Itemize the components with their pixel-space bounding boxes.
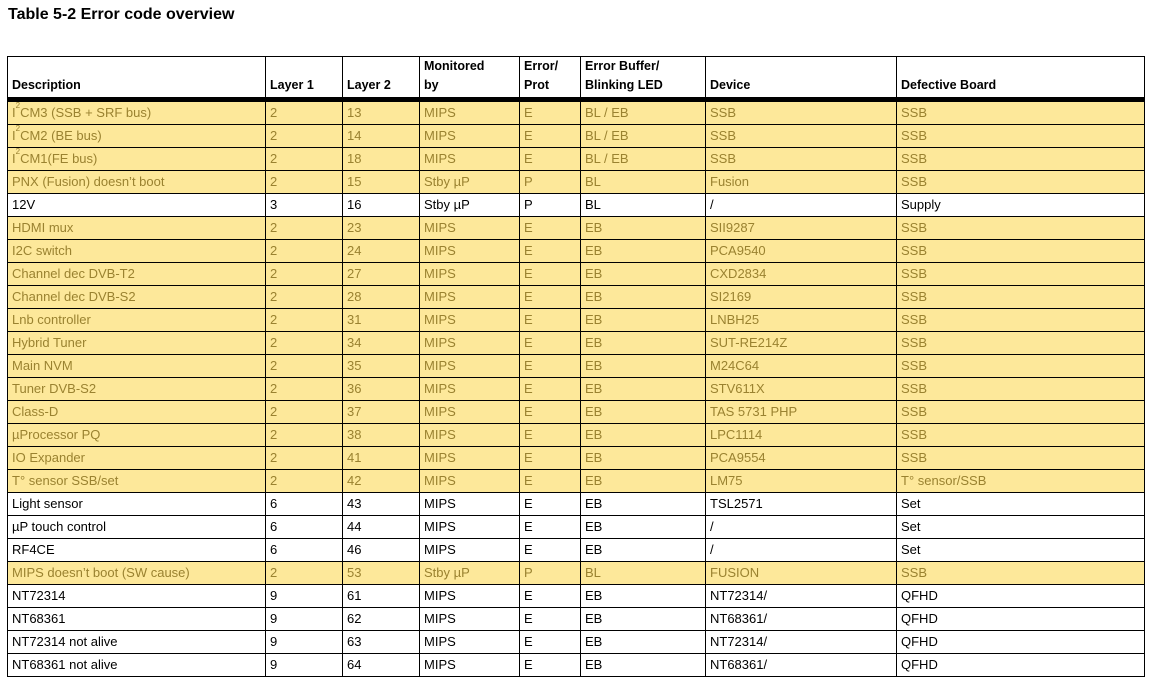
cell-description bbox=[8, 309, 266, 332]
cell-layer-2: 53 bbox=[343, 562, 420, 585]
cell-device: LNBH25 bbox=[706, 309, 897, 332]
cell-error-prot: P bbox=[520, 194, 581, 217]
column-header-error-prot bbox=[520, 57, 581, 100]
cell-error-buffer: EB bbox=[581, 355, 706, 378]
cell-layer-2: 43 bbox=[343, 493, 420, 516]
cell-defective-board: SSB bbox=[897, 332, 1145, 355]
cell-monitored-by: MIPS bbox=[420, 470, 520, 493]
cell-description bbox=[8, 401, 266, 424]
cell-defective-board: SSB bbox=[897, 263, 1145, 286]
cell-layer-1: 9 bbox=[266, 585, 343, 608]
description-text: MIPS doesn’t boot (SW cause) bbox=[12, 565, 190, 580]
cell-device: STV611X bbox=[706, 378, 897, 401]
table-row bbox=[8, 470, 1145, 493]
cell-error-prot: E bbox=[520, 608, 581, 631]
cell-layer-2: 42 bbox=[343, 470, 420, 493]
cell-description bbox=[8, 539, 266, 562]
description-text: I2C switch bbox=[12, 243, 72, 258]
cell-layer-2: 36 bbox=[343, 378, 420, 401]
cell-error-prot: P bbox=[520, 562, 581, 585]
cell-monitored-by: MIPS bbox=[420, 654, 520, 677]
cell-layer-1: 2 bbox=[266, 309, 343, 332]
description-text: I bbox=[12, 128, 16, 143]
description-text: I bbox=[12, 105, 16, 120]
cell-layer-1: 6 bbox=[266, 493, 343, 516]
cell-description bbox=[8, 240, 266, 263]
cell-layer-1: 2 bbox=[266, 171, 343, 194]
cell-description bbox=[8, 100, 266, 125]
column-header-line: Blinking LED bbox=[585, 78, 663, 92]
cell-layer-1: 2 bbox=[266, 148, 343, 171]
column-header-line: Layer 2 bbox=[347, 78, 391, 92]
cell-layer-2: 28 bbox=[343, 286, 420, 309]
cell-description bbox=[8, 470, 266, 493]
cell-error-buffer: EB bbox=[581, 493, 706, 516]
table-row bbox=[8, 309, 1145, 332]
cell-defective-board: SSB bbox=[897, 378, 1145, 401]
description-text: NT68361 not alive bbox=[12, 657, 118, 672]
cell-error-buffer: EB bbox=[581, 286, 706, 309]
cell-layer-1: 9 bbox=[266, 631, 343, 654]
table-row bbox=[8, 217, 1145, 240]
description-text: Hybrid Tuner bbox=[12, 335, 87, 350]
cell-layer-1: 2 bbox=[266, 424, 343, 447]
cell-device: TSL2571 bbox=[706, 493, 897, 516]
table-row bbox=[8, 332, 1145, 355]
cell-defective-board: QFHD bbox=[897, 631, 1145, 654]
description-text: PNX (Fusion) doesn’t boot bbox=[12, 174, 165, 189]
column-header-line: Description bbox=[12, 78, 81, 92]
table-row bbox=[8, 263, 1145, 286]
cell-layer-2: 18 bbox=[343, 148, 420, 171]
table-row bbox=[8, 401, 1145, 424]
error-code-table bbox=[7, 56, 1145, 677]
cell-monitored-by: MIPS bbox=[420, 401, 520, 424]
cell-description bbox=[8, 332, 266, 355]
cell-error-buffer: BL bbox=[581, 171, 706, 194]
cell-description bbox=[8, 171, 266, 194]
cell-monitored-by: MIPS bbox=[420, 355, 520, 378]
cell-device: SSB bbox=[706, 125, 897, 148]
cell-device: LPC1114 bbox=[706, 424, 897, 447]
column-header-layer-1 bbox=[266, 57, 343, 100]
table-row bbox=[8, 516, 1145, 539]
table-row bbox=[8, 424, 1145, 447]
cell-device: NT72314/ bbox=[706, 585, 897, 608]
cell-error-buffer: EB bbox=[581, 378, 706, 401]
column-header-line: Monitored bbox=[424, 59, 485, 73]
cell-error-buffer: BL / EB bbox=[581, 148, 706, 171]
cell-monitored-by: Stby µP bbox=[420, 562, 520, 585]
cell-layer-2: 63 bbox=[343, 631, 420, 654]
cell-error-buffer: EB bbox=[581, 631, 706, 654]
cell-defective-board: Set bbox=[897, 493, 1145, 516]
cell-defective-board: SSB bbox=[897, 424, 1145, 447]
cell-error-prot: E bbox=[520, 470, 581, 493]
cell-defective-board: QFHD bbox=[897, 585, 1145, 608]
cell-device: PCA9554 bbox=[706, 447, 897, 470]
cell-monitored-by: Stby µP bbox=[420, 194, 520, 217]
column-header-error-buffer bbox=[581, 57, 706, 100]
cell-monitored-by: Stby µP bbox=[420, 171, 520, 194]
cell-monitored-by: MIPS bbox=[420, 608, 520, 631]
table-row bbox=[8, 286, 1145, 309]
cell-description bbox=[8, 263, 266, 286]
cell-description bbox=[8, 493, 266, 516]
table-row bbox=[8, 171, 1145, 194]
cell-layer-1: 2 bbox=[266, 378, 343, 401]
cell-layer-1: 2 bbox=[266, 355, 343, 378]
cell-device: SSB bbox=[706, 100, 897, 125]
cell-layer-2: 27 bbox=[343, 263, 420, 286]
cell-monitored-by: MIPS bbox=[420, 332, 520, 355]
table-row bbox=[8, 447, 1145, 470]
cell-monitored-by: MIPS bbox=[420, 539, 520, 562]
cell-error-buffer: EB bbox=[581, 608, 706, 631]
cell-monitored-by: MIPS bbox=[420, 100, 520, 125]
cell-error-buffer: EB bbox=[581, 217, 706, 240]
table-row bbox=[8, 100, 1145, 125]
cell-monitored-by: MIPS bbox=[420, 240, 520, 263]
cell-monitored-by: MIPS bbox=[420, 447, 520, 470]
cell-defective-board: SSB bbox=[897, 562, 1145, 585]
cell-device: SII9287 bbox=[706, 217, 897, 240]
cell-defective-board: QFHD bbox=[897, 608, 1145, 631]
cell-error-prot: E bbox=[520, 332, 581, 355]
cell-device: / bbox=[706, 539, 897, 562]
cell-layer-2: 64 bbox=[343, 654, 420, 677]
cell-defective-board: SSB bbox=[897, 217, 1145, 240]
cell-monitored-by: MIPS bbox=[420, 263, 520, 286]
cell-error-prot: E bbox=[520, 263, 581, 286]
cell-device: SSB bbox=[706, 148, 897, 171]
description-text-rest: CM3 (SSB + SRF bus) bbox=[20, 105, 152, 120]
description-text: Class-D bbox=[12, 404, 59, 419]
cell-defective-board: SSB bbox=[897, 286, 1145, 309]
cell-error-buffer: BL / EB bbox=[581, 125, 706, 148]
cell-monitored-by: MIPS bbox=[420, 148, 520, 171]
cell-error-buffer: EB bbox=[581, 263, 706, 286]
cell-device: / bbox=[706, 516, 897, 539]
cell-layer-2: 37 bbox=[343, 401, 420, 424]
cell-error-prot: E bbox=[520, 654, 581, 677]
cell-layer-2: 38 bbox=[343, 424, 420, 447]
cell-error-prot: E bbox=[520, 240, 581, 263]
cell-layer-2: 31 bbox=[343, 309, 420, 332]
cell-description bbox=[8, 585, 266, 608]
cell-error-prot: E bbox=[520, 148, 581, 171]
cell-layer-2: 13 bbox=[343, 100, 420, 125]
cell-error-prot: E bbox=[520, 516, 581, 539]
cell-description bbox=[8, 217, 266, 240]
cell-defective-board: SSB bbox=[897, 355, 1145, 378]
cell-monitored-by: MIPS bbox=[420, 217, 520, 240]
cell-error-buffer: EB bbox=[581, 332, 706, 355]
cell-device: LM75 bbox=[706, 470, 897, 493]
column-header-line: Defective Board bbox=[901, 78, 997, 92]
description-text: µProcessor PQ bbox=[12, 427, 101, 442]
table-row bbox=[8, 631, 1145, 654]
cell-layer-2: 15 bbox=[343, 171, 420, 194]
cell-layer-1: 2 bbox=[266, 470, 343, 493]
cell-error-prot: E bbox=[520, 424, 581, 447]
cell-error-buffer: EB bbox=[581, 240, 706, 263]
cell-monitored-by: MIPS bbox=[420, 286, 520, 309]
cell-defective-board: Set bbox=[897, 539, 1145, 562]
cell-error-buffer: EB bbox=[581, 424, 706, 447]
cell-description bbox=[8, 286, 266, 309]
table-row bbox=[8, 148, 1145, 171]
description-text: Main NVM bbox=[12, 358, 73, 373]
cell-error-prot: E bbox=[520, 125, 581, 148]
cell-device: M24C64 bbox=[706, 355, 897, 378]
cell-device: SI2169 bbox=[706, 286, 897, 309]
cell-defective-board: Supply bbox=[897, 194, 1145, 217]
description-text: HDMI mux bbox=[12, 220, 74, 235]
cell-description bbox=[8, 424, 266, 447]
cell-error-prot: P bbox=[520, 171, 581, 194]
cell-monitored-by: MIPS bbox=[420, 631, 520, 654]
cell-layer-1: 2 bbox=[266, 401, 343, 424]
cell-error-buffer: EB bbox=[581, 539, 706, 562]
cell-error-buffer: BL / EB bbox=[581, 100, 706, 125]
description-text: Channel dec DVB-T2 bbox=[12, 266, 135, 281]
column-header-line: Error/ bbox=[524, 59, 559, 73]
description-text: Channel dec DVB-S2 bbox=[12, 289, 136, 304]
cell-description bbox=[8, 654, 266, 677]
cell-monitored-by: MIPS bbox=[420, 309, 520, 332]
table-row bbox=[8, 240, 1145, 263]
cell-error-prot: E bbox=[520, 401, 581, 424]
description-text-rest: CM1(FE bus) bbox=[20, 151, 98, 166]
cell-description bbox=[8, 608, 266, 631]
cell-monitored-by: MIPS bbox=[420, 493, 520, 516]
cell-layer-1: 6 bbox=[266, 516, 343, 539]
cell-device: SUT-RE214Z bbox=[706, 332, 897, 355]
description-text: 12V bbox=[12, 197, 36, 212]
column-header-line: Error Buffer/ bbox=[585, 59, 660, 73]
table-row bbox=[8, 493, 1145, 516]
table-row bbox=[8, 585, 1145, 608]
cell-defective-board: T° sensor/SSB bbox=[897, 470, 1145, 493]
column-header-line: by bbox=[424, 78, 439, 92]
cell-layer-2: 34 bbox=[343, 332, 420, 355]
description-text-rest: CM2 (BE bus) bbox=[20, 128, 102, 143]
cell-device: NT72314/ bbox=[706, 631, 897, 654]
cell-description bbox=[8, 447, 266, 470]
cell-layer-2: 61 bbox=[343, 585, 420, 608]
table-row bbox=[8, 355, 1145, 378]
cell-description bbox=[8, 125, 266, 148]
cell-layer-1: 2 bbox=[266, 332, 343, 355]
cell-description bbox=[8, 148, 266, 171]
column-header-layer-2 bbox=[343, 57, 420, 100]
cell-description bbox=[8, 194, 266, 217]
description-text: Lnb controller bbox=[12, 312, 91, 327]
cell-error-prot: E bbox=[520, 493, 581, 516]
cell-error-buffer: EB bbox=[581, 516, 706, 539]
table-body bbox=[8, 100, 1145, 677]
column-header-defective-board bbox=[897, 57, 1145, 100]
cell-description bbox=[8, 516, 266, 539]
cell-layer-1: 3 bbox=[266, 194, 343, 217]
cell-description bbox=[8, 378, 266, 401]
cell-device: CXD2834 bbox=[706, 263, 897, 286]
cell-monitored-by: MIPS bbox=[420, 585, 520, 608]
cell-error-prot: E bbox=[520, 286, 581, 309]
cell-error-prot: E bbox=[520, 447, 581, 470]
cell-defective-board: SSB bbox=[897, 447, 1145, 470]
cell-defective-board: SSB bbox=[897, 148, 1145, 171]
cell-device: TAS 5731 PHP bbox=[706, 401, 897, 424]
cell-description bbox=[8, 355, 266, 378]
cell-layer-2: 46 bbox=[343, 539, 420, 562]
cell-layer-1: 2 bbox=[266, 286, 343, 309]
cell-error-prot: E bbox=[520, 217, 581, 240]
cell-layer-1: 2 bbox=[266, 100, 343, 125]
cell-error-buffer: EB bbox=[581, 309, 706, 332]
cell-monitored-by: MIPS bbox=[420, 125, 520, 148]
cell-defective-board: SSB bbox=[897, 240, 1145, 263]
cell-layer-2: 62 bbox=[343, 608, 420, 631]
description-text: NT72314 bbox=[12, 588, 66, 603]
cell-error-prot: E bbox=[520, 355, 581, 378]
description-text: µP touch control bbox=[12, 519, 106, 534]
table-row bbox=[8, 654, 1145, 677]
cell-layer-1: 6 bbox=[266, 539, 343, 562]
description-superscript: 2 bbox=[15, 101, 21, 110]
cell-description bbox=[8, 631, 266, 654]
column-header-monitored-by bbox=[420, 57, 520, 100]
description-superscript: 2 bbox=[15, 124, 21, 133]
description-text: T° sensor SSB/set bbox=[12, 473, 119, 488]
cell-error-prot: E bbox=[520, 585, 581, 608]
description-text: RF4CE bbox=[12, 542, 55, 557]
cell-device: Fusion bbox=[706, 171, 897, 194]
table-row bbox=[8, 562, 1145, 585]
cell-error-buffer: EB bbox=[581, 585, 706, 608]
cell-monitored-by: MIPS bbox=[420, 424, 520, 447]
cell-layer-1: 2 bbox=[266, 447, 343, 470]
table-row bbox=[8, 194, 1145, 217]
table-row bbox=[8, 539, 1145, 562]
cell-error-buffer: EB bbox=[581, 401, 706, 424]
cell-layer-1: 2 bbox=[266, 263, 343, 286]
cell-layer-2: 35 bbox=[343, 355, 420, 378]
cell-error-buffer: EB bbox=[581, 654, 706, 677]
cell-layer-2: 24 bbox=[343, 240, 420, 263]
cell-error-buffer: BL bbox=[581, 562, 706, 585]
cell-device: NT68361/ bbox=[706, 654, 897, 677]
cell-defective-board: QFHD bbox=[897, 654, 1145, 677]
cell-defective-board: SSB bbox=[897, 171, 1145, 194]
description-text: NT72314 not alive bbox=[12, 634, 118, 649]
cell-layer-1: 2 bbox=[266, 217, 343, 240]
header-row bbox=[8, 57, 1145, 100]
cell-layer-2: 23 bbox=[343, 217, 420, 240]
cell-monitored-by: MIPS bbox=[420, 516, 520, 539]
cell-device: PCA9540 bbox=[706, 240, 897, 263]
table-row bbox=[8, 608, 1145, 631]
cell-error-buffer: EB bbox=[581, 447, 706, 470]
description-superscript: 2 bbox=[15, 147, 21, 156]
description-text: Light sensor bbox=[12, 496, 83, 511]
cell-device: FUSION bbox=[706, 562, 897, 585]
cell-error-buffer: BL bbox=[581, 194, 706, 217]
cell-layer-2: 16 bbox=[343, 194, 420, 217]
description-text: IO Expander bbox=[12, 450, 85, 465]
cell-defective-board: SSB bbox=[897, 309, 1145, 332]
table-title: Table 5-2 Error code overview bbox=[8, 6, 235, 23]
column-header-description bbox=[8, 57, 266, 100]
table-row bbox=[8, 378, 1145, 401]
description-text: NT68361 bbox=[12, 611, 66, 626]
column-header-line: Prot bbox=[524, 78, 549, 92]
cell-layer-1: 9 bbox=[266, 654, 343, 677]
cell-device: / bbox=[706, 194, 897, 217]
cell-layer-2: 14 bbox=[343, 125, 420, 148]
cell-error-prot: E bbox=[520, 378, 581, 401]
table-row bbox=[8, 125, 1145, 148]
cell-defective-board: Set bbox=[897, 516, 1145, 539]
cell-error-prot: E bbox=[520, 631, 581, 654]
cell-layer-2: 41 bbox=[343, 447, 420, 470]
cell-monitored-by: MIPS bbox=[420, 378, 520, 401]
cell-error-prot: E bbox=[520, 100, 581, 125]
cell-layer-1: 2 bbox=[266, 562, 343, 585]
description-text: I bbox=[12, 151, 16, 166]
cell-defective-board: SSB bbox=[897, 100, 1145, 125]
cell-description bbox=[8, 562, 266, 585]
cell-layer-1: 2 bbox=[266, 240, 343, 263]
cell-layer-2: 44 bbox=[343, 516, 420, 539]
cell-error-prot: E bbox=[520, 309, 581, 332]
cell-device: NT68361/ bbox=[706, 608, 897, 631]
cell-layer-1: 2 bbox=[266, 125, 343, 148]
cell-defective-board: SSB bbox=[897, 401, 1145, 424]
column-header-device bbox=[706, 57, 897, 100]
cell-error-buffer: EB bbox=[581, 470, 706, 493]
cell-error-prot: E bbox=[520, 539, 581, 562]
cell-layer-1: 9 bbox=[266, 608, 343, 631]
column-header-line: Device bbox=[710, 78, 751, 92]
cell-defective-board: SSB bbox=[897, 125, 1145, 148]
description-text: Tuner DVB-S2 bbox=[12, 381, 97, 396]
column-header-line: Layer 1 bbox=[270, 78, 314, 92]
